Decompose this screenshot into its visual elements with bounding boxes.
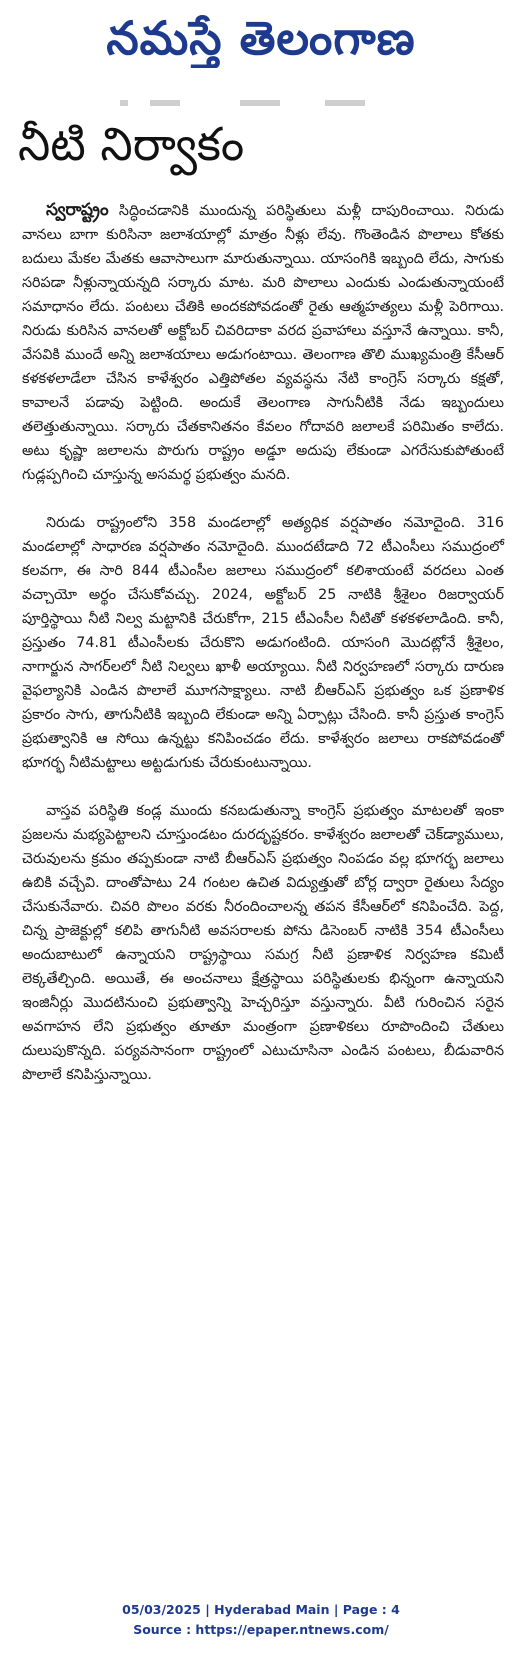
- article-body: [22, 198, 504, 1111]
- article-paragraph-1: [22, 198, 504, 487]
- article-paragraph-2: నిరుడు రాష్ట్రంలోని 358 మండలాల్లో అత్యధిక వర్షపాతం నమోదైంది. 316 మండలాల్లో సాధారణ వర్షపాతం నమోదైంది. ముందటేడాది 72 టీఎంసీలు సముద్రంలో కలవగా, ఈ సారి 844 టీఎంసీల జలాలు సముద్రంలో కలిశాయంటే వరదలు ఎంత వచ్చాయో అర్థం చేసుకోవచ్చు. 2024, అక్టోబర్ 25 నాటికి శ్రీశైలం రిజర్వాయర్ పూర్తిస్థాయి నీటి నిల్వ మట్టానికి చేరుకోగా, 215 టీఎంసీల నీటితో కళకళలాడింది. కానీ, ప్రస్తుతం 74.81 టీఎంసీలకు చేరుకొని అడుగంటింది. యాసంగి మొదట్లోనే శ్రీశైలం, నాగార్జున సాగర్‌లలో నీటి నిల్వలు ఖాళీ అయ్యాయి. నీటి నిర్వహణలో సర్కారు దారుణ వైఫల్యానికి ఎండిన పొలాలే మూగసాక్ష్యాలు. నాటి బీఆర్‌ఎస్ ప్రభుత్వం ఒక ప్రణాళిక ప్రకారం సాగు, తాగునీటికి ఇబ్బంది లేకుండా అన్ని ఏర్పాట్లు చేసింది. కానీ ప్రస్తుత కాంగ్రెస్ ప్రభుత్వానికి ఆ సోయి ఉన్నట్టు కనిపించడం లేదు. కాళేశ్వరం జలాలు రాకపోవడంతో భూగర్భ నీటిమట్టాలు అట్టడుగుకు చేరుకుంటున్నాయి.: [22, 515, 504, 771]
- headline-cut-mark: [120, 100, 370, 106]
- edition-info: 05/03/2025 | Hyderabad Main | Page : 4: [122, 1602, 400, 1617]
- page-footer: [0, 1600, 522, 1640]
- paragraph-1-text: సిద్ధించడానికి ముందున్న పరిస్థితులు మళ్లీ దాపురించాయి. నిరుడు వానలు బాగా కురిసినా జలాశయాల్లో మాత్రం నీళ్లు లేవు. గొంతెండిన పొలాలు కోతకు బదులు మేకల మేతకు ఆవాసాలుగా మారుతున్నాయి. యాసంగికి ఇబ్బంది లేదు, సాగుకు సరిపడా నీళ్లున్నాయన్నది సర్కారు మాట. మరి పొలాలు ఎందుకు ఎండుతున్నాయంటే సమాధానం లేదు. పంటలు చేతికి అందకపోవడంతో రైతు ఆత్మహత్యలు మళ్లీ పెరిగాయి. నిరుడు కురిసిన వానలతో అక్టోబర్ చివరిదాకా వరద ప్రవాహాలు వస్తూనే ఉన్నాయి. కానీ, వేసవికి ముందే అన్ని జలాశయాలు అడుగంటాయి. తెలంగాణ తొలి ముఖ్యమంత్రి కేసీఆర్ కళకళలాడేలా చేసిన కాళేశ్వరం ఎత్తిపోతల వ్యవస్థను నేటి కాంగ్రెస్ సర్కారు కక్షతో, కావాలనే పడావు పెట్టింది. అందుకే తెలంగాణ సాగునీటికి నేడు ఇబ్బందులు తలెత్తుతున్నాయి. సర్కారు చేతకానితనం కేవలం గోదావరి జలాలకే పరిమితం కాలేదు. అటు కృష్ణా జలాలను పొరుగు రాష్ట్రం అడ్డూ అదుపు లేకుండా ఎగరేసుకుపోతుంటే గుడ్లప్పగించి చూస్తున్న అసమర్థ ప్రభుత్వం మనది.: [22, 203, 504, 483]
- article-headline: నీటి నిర్వాకం: [18, 117, 245, 171]
- newspaper-masthead: నమస్తే తెలంగాణ: [106, 11, 416, 65]
- article-paragraph-3: వాస్తవ పరిస్థితి కండ్ల ముందు కనబడుతున్నా కాంగ్రెస్ ప్రభుత్వం మాటలతో ఇంకా ప్రజలను మభ్యపెట్టాలని చూస్తుండటం దురదృష్టకరం. కాళేశ్వరం జలాలతో చెక్‌డ్యాములు, చెరువులను క్రమం తప్పకుండా నాటి బీఆర్‌ఎస్ ప్రభుత్వం నింపడం వల్ల భూగర్భ జలాలు ఉబికి వచ్చేవి. దాంతోపాటు 24 గంటల ఉచిత విద్యుత్తుతో బోర్ల ద్వారా రైతులు సేద్యం చేసుకునేవారు. చివరి పొలం వరకు నీరందించాలన్న తపన కేసీఆర్‌లో కనిపించేది. పెద్ద, చిన్న ప్రాజెక్టుల్లో కలిపి తాగునీటి అవసరాలకు పోను డిసెంబర్ నాటికి 354 టీఎంసీలు అందుబాటులో ఉన్నాయని రాష్ట్రస్థాయి సమగ్ర నీటి ప్రణాళిక నిర్వహణ కమిటీ లెక్కతేల్చింది. అయితే, ఈ అంచనాలు క్షేత్రస్థాయి పరిస్థితులకు భిన్నంగా ఉన్నాయని ఇంజినీర్లు మొదటినుంచి ప్రభుత్వాన్ని హెచ్చరిస్తూ వస్తున్నారు. వీటి గురించిన సరైన అవగాహన లేని ప్రభుత్వం తూతూ మంత్రంగా ప్రణాళికలు రూపొందించి చేతులు దులుపుకొన్నది. పర్యవసానంగా రాష్ట్రంలో ఎటుచూసినా ఎండిన పంటలు, బీడువారిన పొలాలే కనిపిస్తున్నాయి.: [22, 803, 504, 1083]
- source-link[interactable]: Source : https://epaper.ntnews.com/: [133, 1622, 389, 1637]
- lead-word: స్వరాష్ట్రం: [46, 200, 109, 220]
